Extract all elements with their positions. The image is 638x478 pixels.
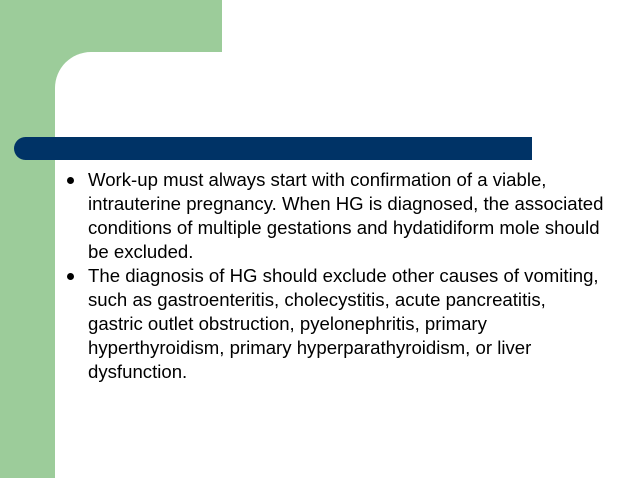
bullet-text: The diagnosis of HG should exclude other causes of vomiting, such as gastroenteritis, cholecystitis, acute pancreatitis, gastric outlet obstruction, pyelonephritis, primary hyperthyroidism, primary hyperparathyroidism, or liver dysfunction. — [88, 265, 599, 382]
bullet-dot-icon — [67, 177, 74, 184]
title-bar — [14, 137, 532, 160]
bullet-item — [64, 168, 604, 264]
bullet-dot-icon — [67, 273, 74, 280]
bullet-item — [64, 264, 604, 384]
bullet-text: Work-up must always start with confirmation of a viable, intrauterine pregnancy. When HG is diagnosed, the associated conditions of multiple gestations and hydatidiform mole should be excluded. — [88, 169, 604, 262]
bullet-list — [64, 168, 604, 384]
